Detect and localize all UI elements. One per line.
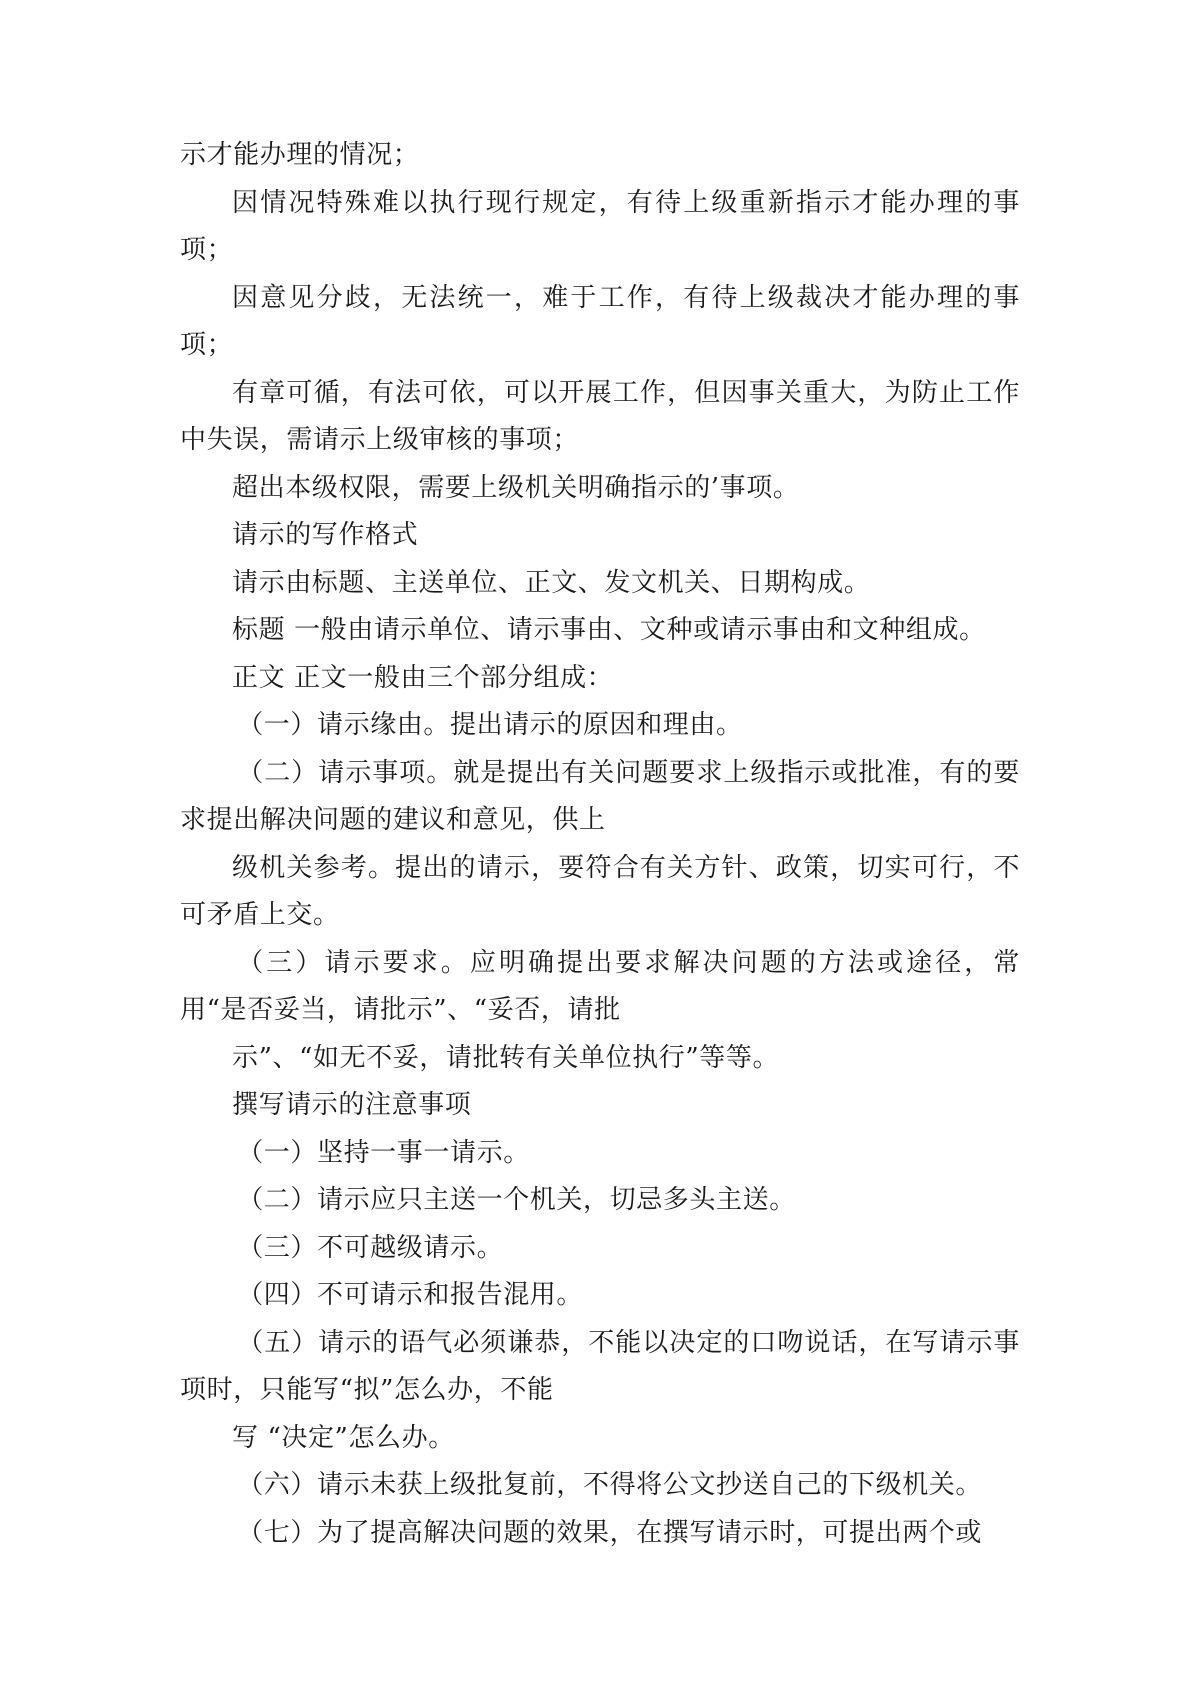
paragraph: （一）请示缘由。提出请示的原因和理由。 [237, 710, 743, 740]
paragraph: 因情况特殊难以执行现行规定，有待上级重新指示才能办理的事项； [180, 187, 1020, 265]
paragraph: （五）请示的语气必须谦恭，不能以决定的口吻说话，在写请示事项时，只能写“拟”怎么办，不能 [180, 1327, 1020, 1405]
paragraph: 正文 正文一般由三个部分组成： [232, 662, 614, 693]
paragraph: （二）请示应只主送一个机关，切忌多头主送。 [237, 1185, 796, 1215]
paragraph: （六）请示未获上级批复前，不得将公文抄送自己的下级机关。 [237, 1470, 982, 1500]
paragraph: （三）不可越级请示。 [237, 1232, 504, 1263]
paragraph: 请示的写作格式 [232, 520, 419, 550]
paragraph: 有章可循，有法可依，可以开展工作，但因事关重大，为防止工作中失误，需请示上级审核的事项； [180, 377, 1020, 455]
paragraph: 标题 一般由请示单位、请示事由、文种或请示事由和文种组成。 [232, 615, 986, 645]
paragraph: 因意见分歧，无法统一，难于工作，有待上级裁决才能办理的事项； [180, 282, 1020, 360]
paragraph: 撰写请示的注意事项 [232, 1090, 472, 1120]
paragraph: （四）不可请示和报告混用。 [237, 1280, 583, 1310]
paragraph: 写 “决定”怎么办。 [232, 1422, 455, 1453]
paragraph: 级机关参考。提出的请示，要符合有关方针、政策，切实可行，不可矛盾上交。 [180, 852, 1020, 930]
paragraph: （七）为了提高解决问题的效果，在撰写请示时，可提出两个或 [237, 1517, 982, 1548]
paragraph: （一）坚持一事一请示。 [237, 1137, 530, 1168]
paragraph: 超出本级权限，需要上级机关明确指示的’事项。 [232, 472, 800, 503]
paragraph: （三）请示要求。应明确提出要求解决问题的方法或途径，常用“是否妥当，请批示”、“妥否，请批 [180, 947, 1020, 1025]
paragraph: 请示由标题、主送单位、正文、发文机关、日期构成。 [232, 567, 871, 598]
paragraph: 示”、“如无不妥，请批转有关单位执行”等等。 [232, 1042, 780, 1073]
paragraph: 示才能办理的情况； [180, 140, 420, 170]
paragraph: （二）请示事项。就是提出有关问题要求上级指示或批准，有的要求提出解决问题的建议和意见，供上 [180, 757, 1020, 835]
document-body [180, 132, 1020, 1557]
